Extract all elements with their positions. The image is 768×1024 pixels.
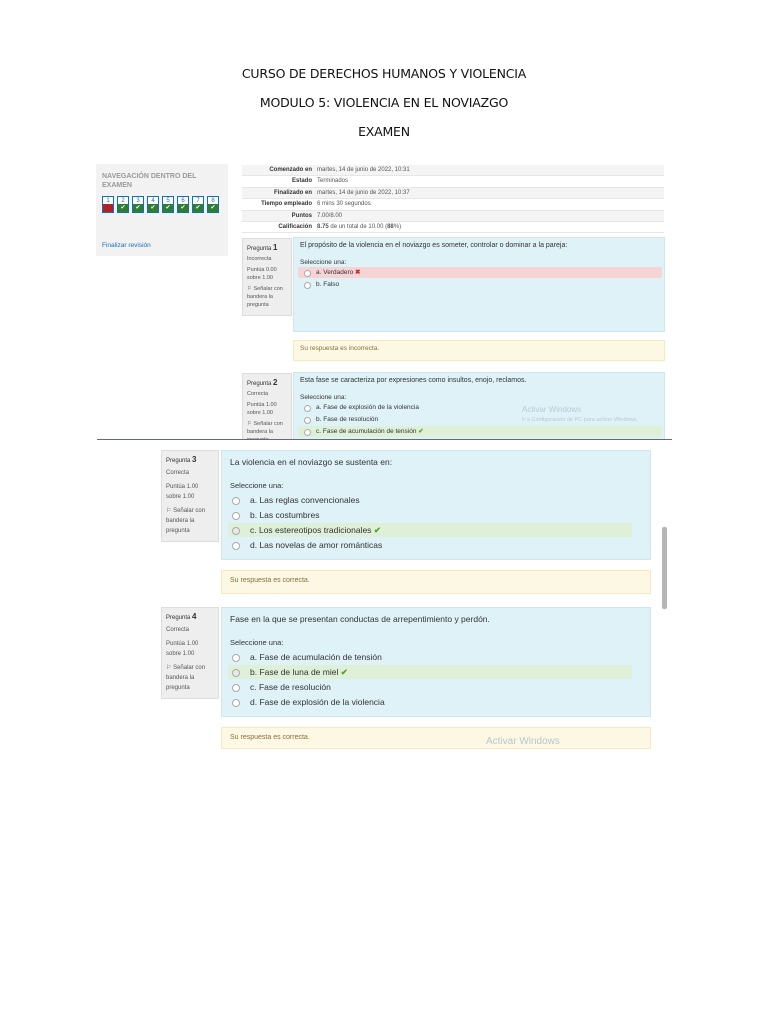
finish-review-link[interactable]: Finalizar revisión xyxy=(102,242,151,249)
question-feedback-1: Su respuesta es incorrecta. xyxy=(293,340,665,361)
radio-button[interactable] xyxy=(232,542,240,550)
check-icon: ✔ xyxy=(208,204,218,212)
nav-button-q3[interactable]: 3 ✔ xyxy=(132,196,144,213)
summary-row: Puntos 7.00/8.00 xyxy=(242,211,664,222)
question-text: La violencia en el noviazgo se sustenta en: xyxy=(230,457,393,467)
nav-button-q4[interactable]: 4 ✔ xyxy=(147,196,159,213)
flag-question-link[interactable]: ⚐ Señalar con bandera la pregunta xyxy=(166,665,206,691)
check-icon: ✔ xyxy=(373,525,381,535)
flag-icon: ⚐ xyxy=(247,421,252,427)
flag-icon: ⚐ xyxy=(166,665,172,671)
answer-option[interactable]: a. Las reglas convencionales xyxy=(228,493,632,507)
nav-button-q1[interactable]: 1 xyxy=(102,196,114,213)
check-icon: ✔ xyxy=(178,204,188,212)
radio-button[interactable] xyxy=(232,512,240,520)
answer-option[interactable]: b. Fase de luna de miel ✔ xyxy=(228,665,632,679)
screenshot-quiz-summary xyxy=(96,160,672,440)
screenshot-divider xyxy=(97,439,672,440)
question-info-1: Pregunta 1 Incorrecta Puntúa 0.00 sobre 1.00 ⚐ Señalar con bandera la pregunta xyxy=(242,238,292,316)
radio-button[interactable] xyxy=(232,684,240,692)
check-icon: ✔ xyxy=(118,204,128,212)
flag-question-link[interactable]: ⚐ Señalar con bandera la xyxy=(247,421,283,435)
answer-option[interactable]: d. Las novelas de amor románticas xyxy=(228,538,632,552)
summary-row: Calificación 8.75 de un total de 10.00 (88%) xyxy=(242,222,664,233)
radio-button[interactable] xyxy=(232,654,240,662)
question-text: Esta fase se caracteriza por expresiones como insultos, enojo, reclamos. xyxy=(300,377,527,384)
activate-windows-subtext: Ir a Configuración de PC para activar Windows. xyxy=(522,417,638,423)
nav-button-q6[interactable]: 6 ✔ xyxy=(177,196,189,213)
activate-windows-watermark: Activar Windows xyxy=(486,736,560,747)
check-icon: ✔ xyxy=(133,204,143,212)
nav-button-q5[interactable]: 5 ✔ xyxy=(162,196,174,213)
question-text: Fase en la que se presentan conductas de arrepentimiento y perdón. xyxy=(230,614,490,624)
question-info-2: Pregunta 2 Correcta Puntúa 1.00 sobre 1.00 ⚐ Señalar con bandera la xyxy=(242,373,292,440)
question-text: El propósito de la violencia en el noviazgo es someter, controlar o dominar a la pareja: xyxy=(300,242,568,249)
answer-option[interactable]: a. Fase de acumulación de tensión xyxy=(228,650,632,664)
radio-button[interactable] xyxy=(232,497,240,505)
answer-option[interactable]: c. Fase de acumulación de tensión ✔ xyxy=(298,426,662,437)
question-box-2: Esta fase se caracteriza por expresiones como insultos, enojo, reclamos. Seleccione una: a. Fase de explosión de la violencia b. Fase de resolución c. Fase de acumulación de tensión ✔ xyxy=(293,372,665,440)
answer-option[interactable]: b. Falso xyxy=(298,279,662,290)
question-info-4: Pregunta 4 Correcta Puntúa 1.00 sobre 1.00 ⚐ Señalar con bandera la pregunta xyxy=(161,607,219,699)
flag-question-link[interactable]: ⚐ Señalar con bandera la pregunta xyxy=(247,286,283,308)
question-box-1: El propósito de la violencia en el noviazgo es someter, controlar o dominar a la pareja: Seleccione una: a. Verdadero ✖ b. Falso xyxy=(293,237,665,332)
scrollbar[interactable] xyxy=(662,527,667,609)
module-title: MODULO 5: VIOLENCIA EN EL NOVIAZGO xyxy=(259,95,509,110)
flag-icon: ⚐ xyxy=(247,286,252,292)
nav-button-q2[interactable]: 2 ✔ xyxy=(117,196,129,213)
check-icon: ✔ xyxy=(418,428,424,435)
quiz-navigation-panel xyxy=(96,164,228,256)
flag-icon: ⚐ xyxy=(166,508,172,514)
quiz-navigation-title: NAVEGACIÓN DENTRO DEL EXAMEN xyxy=(102,173,197,189)
question-feedback-3: Su respuesta es correcta. xyxy=(221,570,651,594)
question-info-3: Pregunta 3 Correcta Puntúa 1.00 sobre 1.00 ⚐ Señalar con bandera la pregunta xyxy=(161,450,219,542)
radio-button[interactable] xyxy=(304,282,311,289)
attempt-summary-table xyxy=(242,165,664,233)
flag-question-link[interactable]: ⚐ Señalar con bandera la pregunta xyxy=(166,508,206,534)
answer-option[interactable]: c. Fase de resolución xyxy=(228,680,632,694)
summary-row: Tiempo empleado 6 mins 30 segundos xyxy=(242,199,664,210)
question-feedback-4: Su respuesta es correcta. xyxy=(221,727,651,749)
nav-button-q7[interactable]: 7 ✔ xyxy=(192,196,204,213)
radio-button[interactable] xyxy=(232,527,240,535)
radio-button[interactable] xyxy=(304,429,311,436)
summary-row: Finalizado en martes, 14 de junio de 2022, 10:37 xyxy=(242,188,664,199)
answer-option[interactable]: a. Verdadero ✖ xyxy=(298,267,662,278)
check-icon: ✔ xyxy=(193,204,203,212)
answer-option[interactable]: b. Las costumbres xyxy=(228,508,632,522)
radio-button[interactable] xyxy=(304,405,311,412)
cross-icon: ✖ xyxy=(355,269,361,276)
check-icon: ✔ xyxy=(163,204,173,212)
question-box-4: Fase en la que se presentan conductas de arrepentimiento y perdón. Seleccione una: a. Fase de acumulación de tensión b. Fase de luna de miel ✔ c. Fase de resolución d. Fase de explosión de la violencia xyxy=(221,607,651,717)
question-box-3: La violencia en el noviazgo se sustenta en: Seleccione una: a. Las reglas convencionales b. Las costumbres c. Los estereotipos tradicionales ✔ d. Las novelas de amor románticas xyxy=(221,450,651,560)
exam-title: EXAMEN xyxy=(358,124,410,139)
check-icon: ✔ xyxy=(148,204,158,212)
quiz-navigation-buttons xyxy=(102,196,222,213)
incorrect-icon xyxy=(103,204,113,212)
summary-row: Comenzado en martes, 14 de junio de 2022, 10:31 xyxy=(242,165,664,176)
nav-button-q8[interactable]: 8 ✔ xyxy=(207,196,219,213)
radio-button[interactable] xyxy=(232,669,240,677)
answer-option[interactable]: a. Fase de explosión de la violencia xyxy=(298,402,662,413)
answer-option[interactable]: c. Los estereotipos tradicionales ✔ xyxy=(228,523,632,537)
radio-button[interactable] xyxy=(232,699,240,707)
radio-button[interactable] xyxy=(304,417,311,424)
summary-row: Estado Terminados xyxy=(242,176,664,187)
answer-option[interactable]: d. Fase de explosión de la violencia xyxy=(228,695,632,709)
radio-button[interactable] xyxy=(304,270,311,277)
course-title: CURSO DE DERECHOS HUMANOS Y VIOLENCIA xyxy=(241,66,527,81)
activate-windows-watermark: Activar Windows xyxy=(522,405,582,414)
check-icon: ✔ xyxy=(340,667,348,677)
answer-option[interactable]: b. Fase de resolución xyxy=(298,414,662,425)
